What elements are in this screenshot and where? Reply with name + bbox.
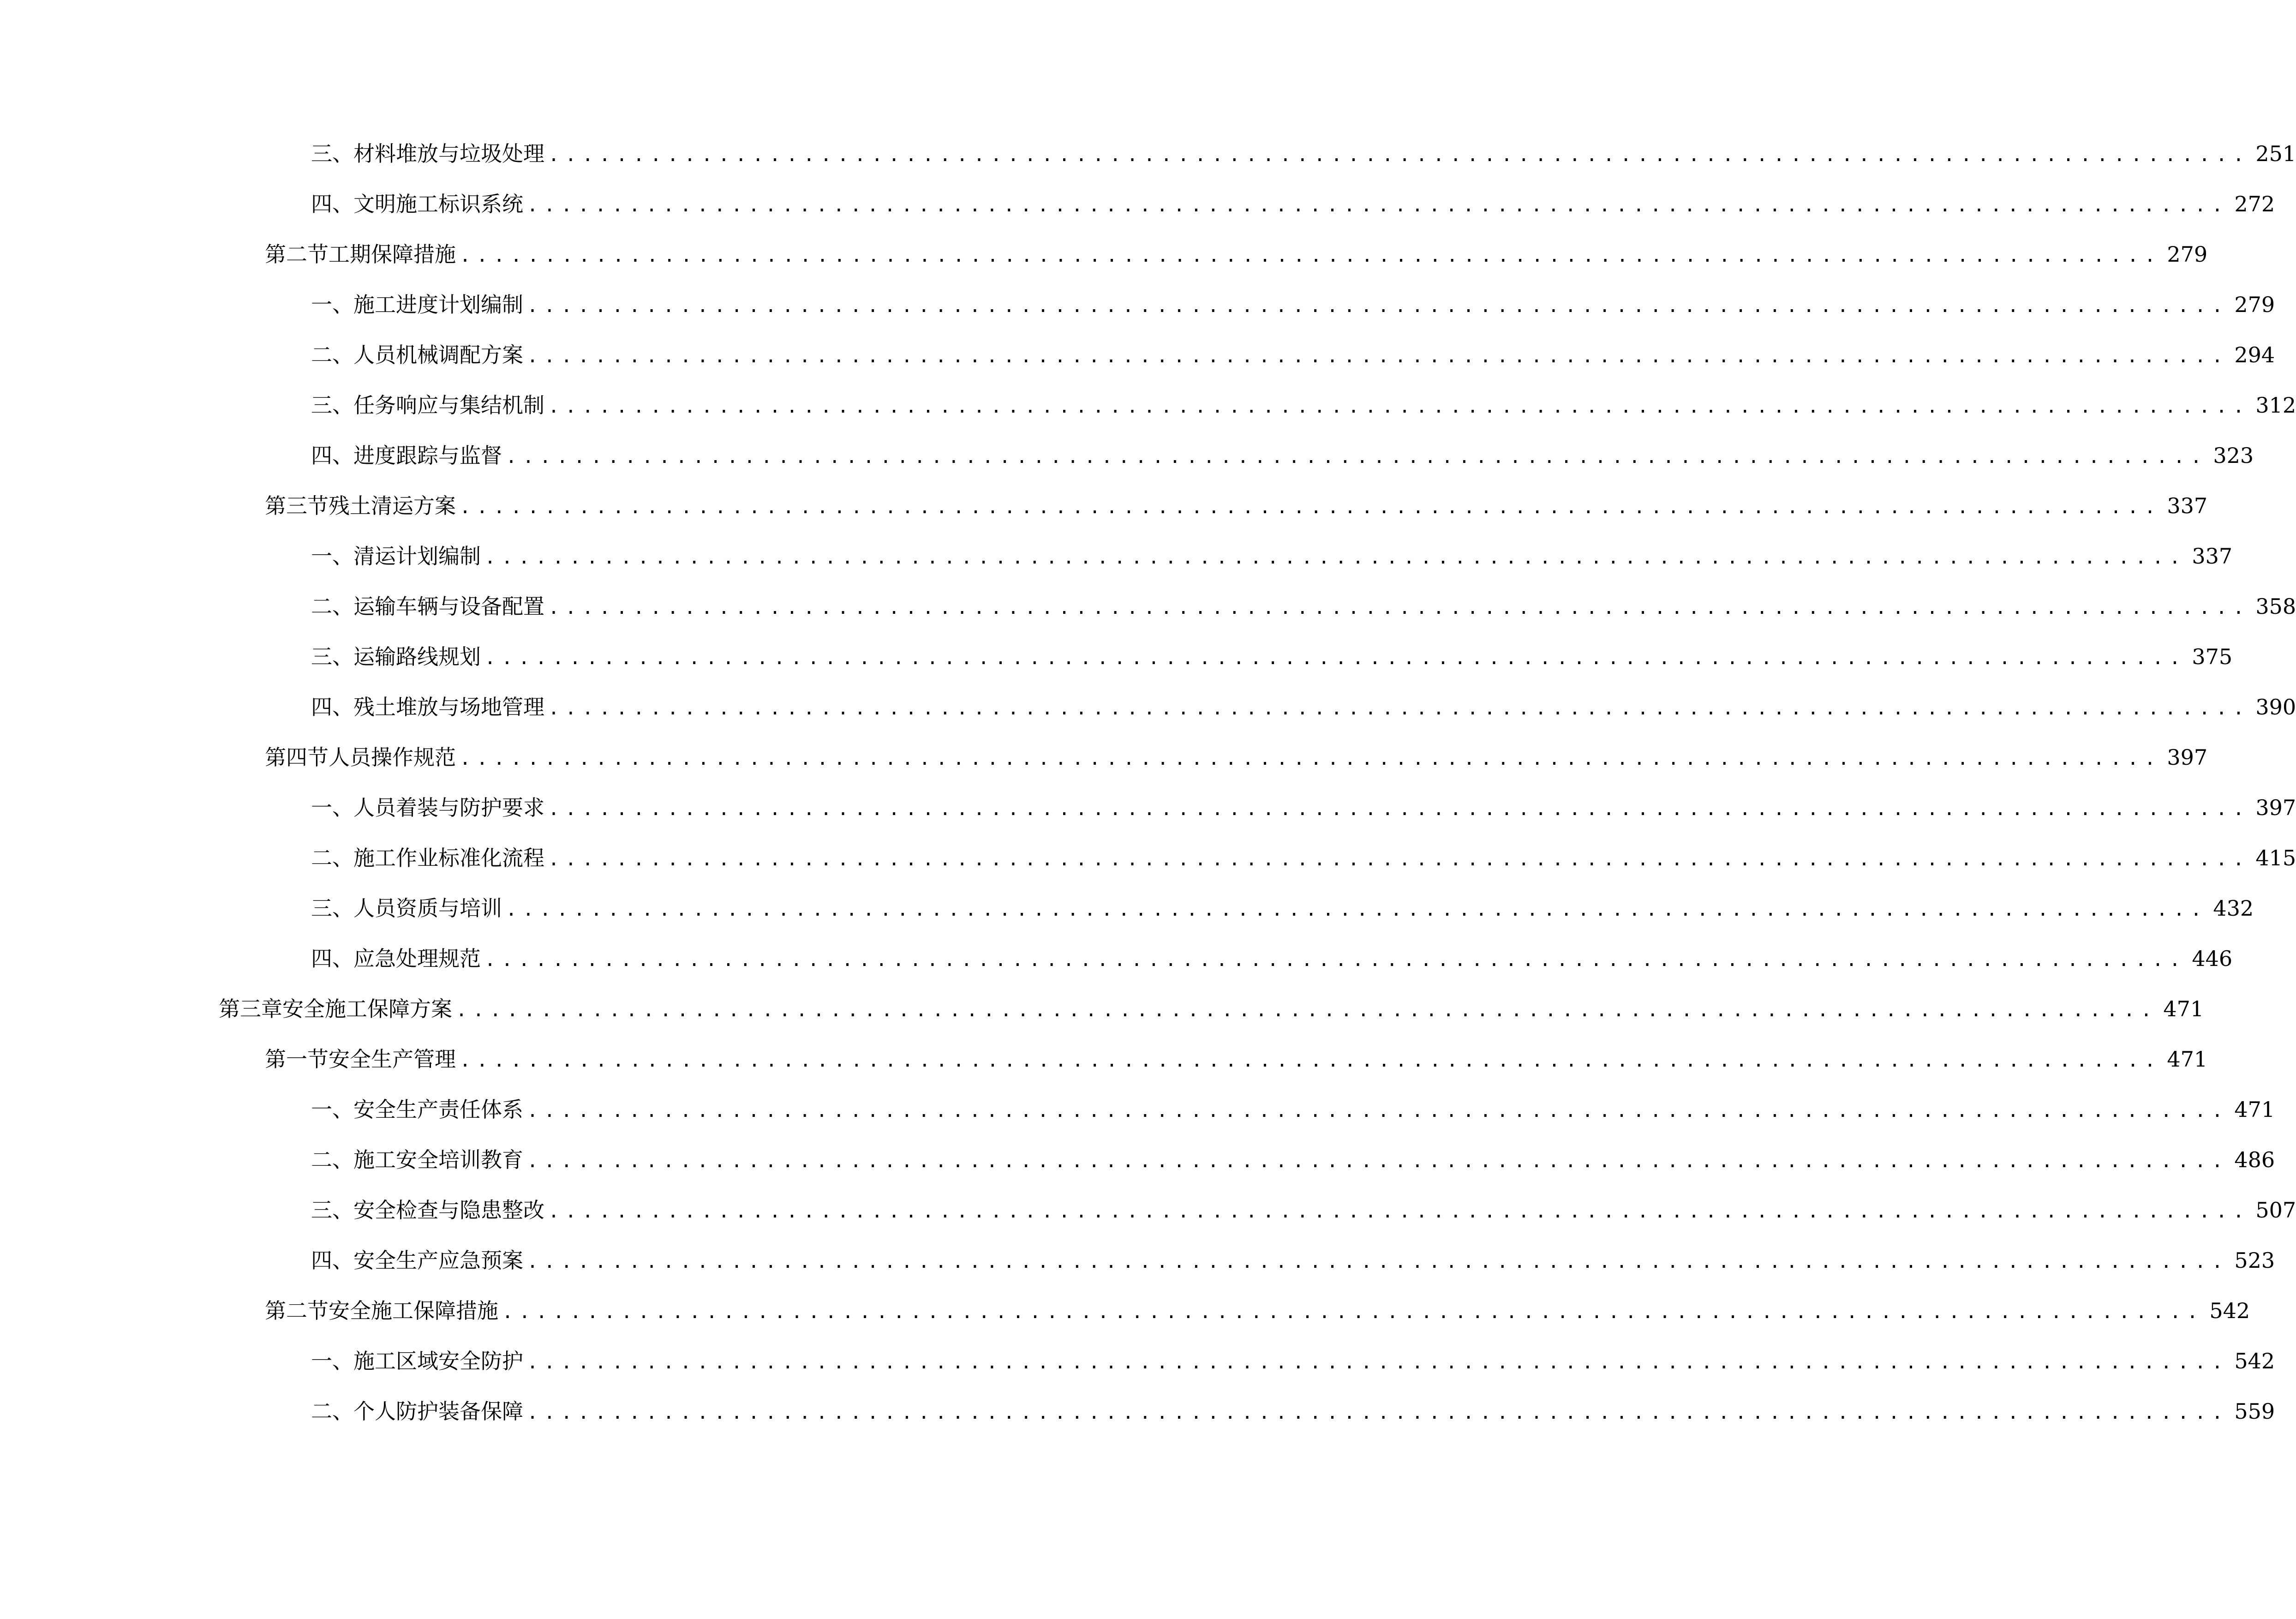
entry-number: 四、 — [311, 946, 353, 971]
leader-dots: .................................................................................................... — [502, 1301, 2204, 1323]
entry-number: 三、 — [311, 393, 353, 418]
toc-entry[interactable] — [265, 1295, 2250, 1327]
entry-page-number: 446 — [2192, 946, 2233, 971]
entry-page-number: 471 — [2167, 1047, 2208, 1072]
toc-entry[interactable] — [311, 1395, 2275, 1427]
entry-title: 安全检查与隐患整改 — [353, 1198, 544, 1223]
toc-entry[interactable] — [311, 1093, 2275, 1126]
entry-page-number: 312 — [2255, 393, 2296, 418]
entry-page-number: 272 — [2234, 192, 2275, 216]
toc-entry[interactable] — [311, 1144, 2275, 1176]
entry-title: 安全生产应急预案 — [353, 1248, 523, 1273]
toc-entry[interactable] — [265, 238, 2208, 270]
entry-number: 四、 — [311, 695, 353, 720]
leader-dots: .................................................................................................... — [527, 1151, 2229, 1172]
entry-page-number: 415 — [2255, 845, 2296, 870]
entry-number: 四、 — [311, 192, 353, 216]
leader-dots: .................................................................................................... — [548, 1201, 2250, 1222]
entry-title: 应急处理规范 — [353, 946, 481, 971]
entry-number: 第二节 — [265, 242, 329, 267]
entry-title: 安全生产责任体系 — [353, 1097, 523, 1122]
toc-entry[interactable] — [311, 691, 2296, 723]
entry-title: 任务响应与集结机制 — [353, 393, 544, 418]
toc-entry[interactable] — [311, 188, 2275, 220]
entry-page-number: 397 — [2167, 745, 2208, 770]
toc-entry[interactable] — [311, 138, 2296, 170]
entry-title: 残土堆放与场地管理 — [353, 695, 544, 720]
entry-title: 残土清运方案 — [329, 493, 456, 518]
leader-dots: .................................................................................................... — [527, 195, 2229, 216]
entry-title: 人员操作规范 — [329, 745, 456, 770]
entry-number: 三、 — [311, 1198, 353, 1223]
toc-entry[interactable] — [311, 439, 2254, 472]
entry-page-number: 507 — [2255, 1198, 2296, 1223]
entry-page-number: 486 — [2234, 1147, 2275, 1172]
entry-page-number: 294 — [2234, 342, 2275, 367]
entry-title: 文明施工标识系统 — [353, 192, 523, 216]
entry-page-number: 397 — [2255, 795, 2296, 820]
entry-number: 一、 — [311, 292, 353, 317]
leader-dots: .................................................................................................... — [484, 648, 2187, 669]
leader-dots: .................................................................................................... — [548, 798, 2250, 820]
entry-page-number: 323 — [2213, 443, 2254, 468]
entry-title: 施工进度计划编制 — [353, 292, 523, 317]
toc-entry[interactable] — [311, 339, 2275, 371]
toc-entry[interactable] — [219, 993, 2204, 1025]
leader-dots: .................................................................................................... — [548, 144, 2250, 166]
leader-dots: .................................................................................................... — [527, 346, 2229, 367]
entry-page-number: 251 — [2255, 141, 2296, 166]
entry-page-number: 390 — [2255, 695, 2296, 720]
toc-entry[interactable] — [311, 792, 2296, 824]
entry-title: 施工作业标准化流程 — [353, 845, 544, 870]
entry-title: 个人防护装备保障 — [353, 1399, 523, 1424]
leader-dots: .................................................................................................... — [460, 497, 2162, 518]
entry-number: 三、 — [311, 644, 353, 669]
entry-number: 二、 — [311, 342, 353, 367]
leader-dots: .................................................................................................... — [548, 597, 2250, 618]
entry-number: 二、 — [311, 845, 353, 870]
entry-number: 二、 — [311, 1147, 353, 1172]
toc-entry[interactable] — [265, 490, 2208, 522]
leader-dots: .................................................................................................... — [460, 1050, 2162, 1071]
entry-page-number: 471 — [2234, 1097, 2275, 1122]
leader-dots: .................................................................................................... — [506, 446, 2208, 468]
leader-dots: .................................................................................................... — [460, 245, 2162, 266]
entry-number: 第一节 — [265, 1047, 329, 1072]
toc-entry[interactable] — [311, 1244, 2275, 1277]
entry-title: 运输路线规划 — [353, 644, 481, 669]
entry-title: 安全生产管理 — [329, 1047, 456, 1072]
toc-entry[interactable] — [311, 590, 2296, 623]
entry-title: 人员机械调配方案 — [353, 342, 523, 367]
leader-dots: .................................................................................................... — [548, 849, 2250, 870]
leader-dots: .................................................................................................... — [456, 1000, 2158, 1021]
entry-number: 四、 — [311, 1248, 353, 1273]
entry-title: 安全施工保障措施 — [329, 1298, 498, 1323]
entry-page-number: 337 — [2192, 544, 2233, 569]
entry-title: 施工安全培训教育 — [353, 1147, 523, 1172]
entry-page-number: 358 — [2255, 594, 2296, 619]
leader-dots: .................................................................................................... — [484, 547, 2187, 568]
toc-entry[interactable] — [311, 942, 2233, 975]
toc-entry[interactable] — [311, 389, 2296, 421]
entry-number: 二、 — [311, 594, 353, 619]
entry-number: 一、 — [311, 795, 353, 820]
toc-entry[interactable] — [311, 892, 2254, 924]
entry-number: 三、 — [311, 896, 353, 921]
toc-entry[interactable] — [311, 641, 2233, 673]
entry-page-number: 279 — [2167, 242, 2208, 267]
leader-dots: .................................................................................................... — [506, 899, 2208, 920]
entry-page-number: 559 — [2234, 1399, 2275, 1424]
entry-number: 一、 — [311, 1349, 353, 1373]
entry-number: 第二节 — [265, 1298, 329, 1323]
entry-title: 人员资质与培训 — [353, 896, 502, 921]
leader-dots: .................................................................................................... — [527, 1352, 2229, 1373]
entry-page-number: 542 — [2234, 1349, 2275, 1373]
leader-dots: .................................................................................................... — [527, 1402, 2229, 1423]
entry-page-number: 542 — [2209, 1298, 2250, 1323]
leader-dots: .................................................................................................... — [484, 949, 2187, 971]
entry-title: 工期保障措施 — [329, 242, 456, 267]
entry-page-number: 523 — [2234, 1248, 2275, 1273]
entry-number: 一、 — [311, 544, 353, 569]
entry-title: 进度跟踪与监督 — [353, 443, 502, 468]
entry-title: 人员着装与防护要求 — [353, 795, 544, 820]
entry-number: 一、 — [311, 1097, 353, 1122]
entry-number: 二、 — [311, 1399, 353, 1424]
entry-page-number: 432 — [2213, 896, 2254, 921]
leader-dots: .................................................................................................... — [527, 295, 2229, 317]
entry-page-number: 337 — [2167, 493, 2208, 518]
leader-dots: .................................................................................................... — [460, 748, 2162, 769]
leader-dots: .................................................................................................... — [527, 1251, 2229, 1272]
entry-title: 安全施工保障方案 — [282, 996, 452, 1021]
entry-page-number: 471 — [2163, 996, 2204, 1021]
entry-number: 第四节 — [265, 745, 329, 770]
toc-entry[interactable] — [311, 1345, 2275, 1377]
entry-number: 第三章 — [219, 996, 282, 1021]
entry-number: 三、 — [311, 141, 353, 166]
entry-page-number: 279 — [2234, 292, 2275, 317]
leader-dots: .................................................................................................... — [548, 396, 2250, 417]
entry-title: 运输车辆与设备配置 — [353, 594, 544, 619]
leader-dots: .................................................................................................... — [548, 698, 2250, 719]
toc-entry[interactable] — [311, 1194, 2296, 1226]
toc-entry[interactable] — [311, 842, 2296, 874]
entry-title: 施工区域安全防护 — [353, 1349, 523, 1373]
leader-dots: .................................................................................................... — [527, 1100, 2229, 1121]
toc-entry[interactable] — [265, 741, 2208, 774]
entry-page-number: 375 — [2192, 644, 2233, 669]
entry-title: 材料堆放与垃圾处理 — [353, 141, 544, 166]
toc-entry[interactable] — [311, 540, 2233, 572]
entry-number: 第三节 — [265, 493, 329, 518]
entry-title: 清运计划编制 — [353, 544, 481, 569]
toc-entry[interactable] — [265, 1043, 2208, 1075]
toc-entry[interactable] — [311, 288, 2275, 321]
entry-number: 四、 — [311, 443, 353, 468]
